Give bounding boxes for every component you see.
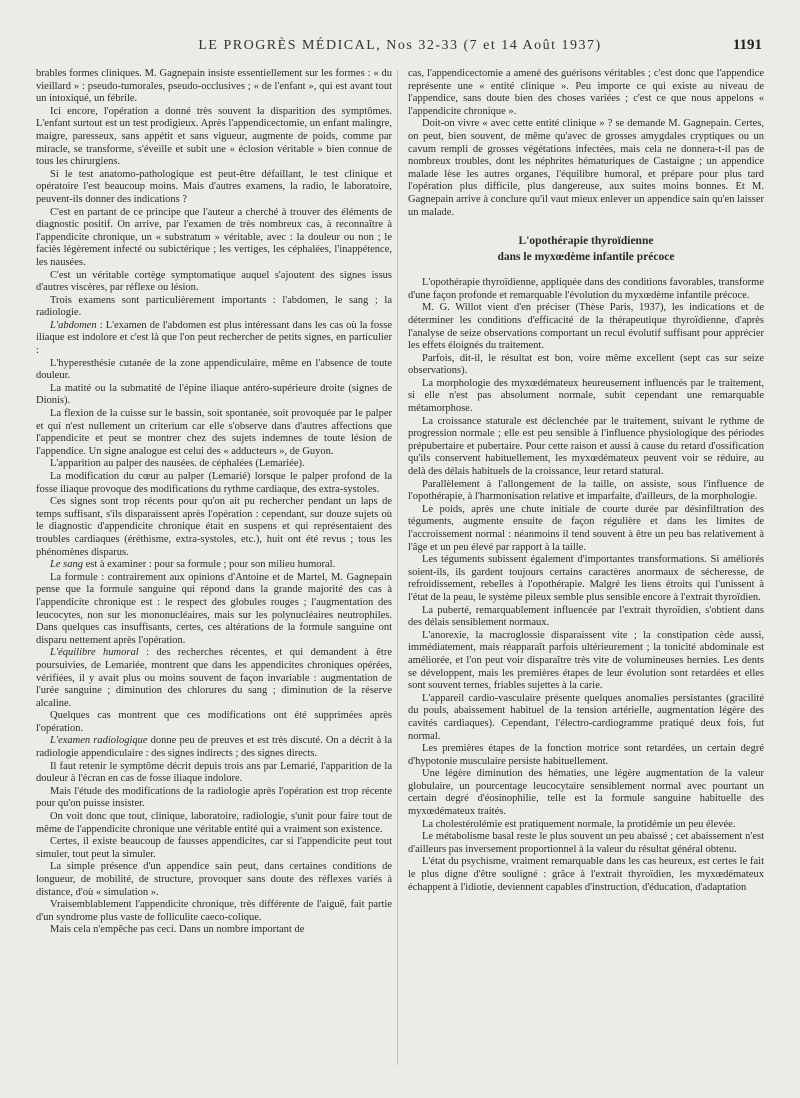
paragraph-text: Mais l'étude des modifications de la radiologie après l'opération est trop récente pour qu'on puisse insister. (36, 785, 392, 810)
paragraph-text: La morphologie des myxœdémateux heureusement influencés par le traitement, si elle n'est pas absolument normale, subit cependant une remarquable métamorphose. (408, 377, 764, 415)
paragraph-label: Le sang (50, 559, 83, 571)
paragraph-text: brables formes cliniques. M. Gagnepain insiste essentiellement sur les formes : « du vieillard » : pseudo-tumorales, pseudo-occlusives ; « de l'enfant », qui est avant tout un intoxiqué, un fébrile. (36, 68, 392, 105)
paragraph (408, 768, 764, 818)
paragraph-text: L'apparition au palper des nausées. de céphalées (Lemariée). (50, 458, 305, 470)
journal-title: LE PROGRÈS MÉDICAL, Nos 32-33 (7 et 14 Août 1937) (198, 38, 602, 53)
left-column (36, 68, 392, 937)
paragraph (408, 554, 764, 604)
paragraph (36, 811, 392, 836)
paragraph (36, 207, 392, 270)
paragraph (408, 302, 764, 352)
paragraph-text: M. G. Willot vient d'en préciser (Thèse Paris, 1937), les indications et de déterminer les conditions d'efficacité de la thérapeutique thyroïdienne, d'après l'analyse de seize observations comportant un recul évolutif suffisant pour apprécier les effets éloignés du traitement. (408, 302, 764, 352)
paragraph-text: On voit donc que tout, clinique, laboratoire, radiologie, s'unit pour faire tout de même de l'appendicite chronique une véritable entité qui a vraiment son existence. (36, 811, 392, 835)
paragraph-text: donne peu de preuves et est très discuté. On a décrit à la radiologie appendiculaire : des signes indirects ; des signes directs. (36, 735, 392, 760)
paragraph-text: L'hyperesthésie cutanée de la zone appendiculaire, même en l'absence de toute douleur. (36, 357, 392, 382)
paragraph-text: Les téguments subissent également d'importantes transformations. Si améliorés soient-ils, ils gardent toujours certains caractères anormaux de sécheresse, de refroidissement, rebelles à l'opothérapie. Malgré les liens étroits qui l'unissent à l'état de la peau, le système pileux semble plus sensible encore à l'extrait thyroïdien. (408, 554, 764, 603)
paragraph (36, 735, 392, 760)
paragraph (36, 270, 392, 295)
paragraph (36, 408, 392, 458)
paragraph (36, 710, 392, 735)
paragraph-text: Ici encore, l'opération a donné très souvent la disparition des symptômes. L'enfant surtout est un test prodigieux. Après l'appendicectomie, un enfant malingre, maigre, paresseux, sans appétit et sans vigueur, augmente de poids, comme par miracle, se transforme, s'éveille et subit une « éclosion véritable » bien connue de tous les chirurgiens. (36, 105, 392, 168)
paragraph-text: Quelques cas montrent que ces modifications ont été supprimées après l'opération. (36, 710, 392, 734)
paragraph (36, 358, 392, 383)
paragraph-text: La matité ou la submatité de l'épine iliaque antéro-supérieure droite (signes de Dionis). (36, 382, 392, 407)
paragraph-text: Le métabolisme basal reste le plus souvent un peu abaissé ; cet abaissement n'est d'ailleurs pas inversement proportionnel à la valeur du résultat général obtenu. (408, 831, 764, 855)
paragraph (408, 277, 764, 302)
paragraph-text: La puberté, remarquablement influencée par l'extrait thyroïdien, s'obtient dans des délais sensiblement normaux. (408, 604, 764, 629)
paragraph (36, 924, 392, 937)
paragraph-label: L'équilibre humoral (50, 647, 139, 659)
paragraph-label: L'abdomen (50, 319, 97, 331)
paragraph-text: Les premières étapes de la fonction motrice sont retardées, un certain degré d'hypotonie musculaire persiste habituellement. (408, 743, 764, 767)
paragraph (36, 295, 392, 320)
paragraph (408, 856, 764, 894)
paragraph (408, 416, 764, 479)
paragraph-text: Parfois, dit-il, le résultat est bon, voire même excellent (sept cas sur seize observations). (408, 352, 764, 377)
paragraph (408, 693, 764, 743)
page-number: 1191 (732, 37, 762, 53)
paragraph-label: L'examen radiologique (50, 735, 148, 747)
paragraph-text: Ces signes sont trop récents pour qu'on ait pu rechercher pendant un laps de temps suffisant, s'ils disparaissent après l'opération : cependant, sur douze sujets où le diagnostic d'appendicite chronique était en suspens et qui représentaient des troubles cardiaques (éréthisme, extra-systoles, etc.), huit ont été revus ; tous les phénomènes disparus. (36, 496, 392, 558)
paragraph-text: C'est un véritable cortège symptomatique auquel s'ajoutent des signes issus d'autres viscères, par réflexe ou lésion. (36, 269, 392, 294)
paragraph (408, 118, 764, 219)
paragraph-text: Mais cela n'empêche pas ceci. Dans un nombre important de (50, 924, 305, 936)
paragraph (408, 605, 764, 630)
paragraph (408, 479, 764, 504)
paragraph (36, 861, 392, 899)
paragraph (36, 496, 392, 559)
paragraph (36, 320, 392, 358)
paragraph-text: cas, l'appendicectomie a amené des guérisons véritables ; c'est donc que l'appendice représente une « entité clinique ». Peu importe ce qui existe au niveau de l'appendice, sans doute bien des choses variées ; c'est ce que nous appelons « l'appendicite chronique ». (408, 68, 764, 117)
paragraph-text: L'anorexie, la macroglossie disparaissent vite ; la constipation cède aussi, immédiatement, mais réapparaît parfois ultérieurement ; la tonicité abdominale est améliorée, et l'on peut voir disparaître très vite de volumineuses hernies. Les dents se développent, mais les premières étapes de leur évolution sont retardées et elles sont souvent ternes, friables sujettes à la carie. (408, 629, 764, 692)
paragraph (408, 743, 764, 768)
paragraph (408, 68, 764, 118)
paragraph-text: Certes, il existe beaucoup de fausses appendicites, car si l'appendicite peut tout simuler, tout peut la simuler. (36, 836, 392, 860)
paragraph (36, 471, 392, 496)
paragraph-text: Une légère diminution des hématies, une légère augmentation de la valeur globulaire, un pourcentage leucocytaire sensiblement normal avec pourtant un certain degré d'éosinophilie, telle est la formule sanguine habituelle des myxœdémateux traités. (408, 768, 764, 818)
paragraph (36, 169, 392, 207)
paragraph-text: Il faut retenir le symptôme décrit depuis trois ans par Lemarié, l'apparition de la douleur à l'écran en cas de fosse iliaque indolore. (36, 760, 392, 785)
paragraph (408, 630, 764, 693)
paragraph-text: Si le test anatomo-pathologique est peut-être défaillant, le test clinique et opératoire l'est beaucoup moins. Mais d'autres examens, la radio, le laboratoire, peuvent-ils donner des indications ? (36, 168, 392, 205)
paragraph (36, 68, 392, 106)
paragraph-text: L'état du psychisme, vraiment remarquable dans les cas heureux, est certes le fait le plus digne d'être souligné : grâce à l'extrait thyroïdien, les myxœdémateux échappent à l'idiotie, deviennent capables d'instruction, d'éducation, d'adaptation (408, 856, 764, 893)
section-title-line-2: dans le myxœdème infantile précoce (497, 251, 675, 264)
paragraph (408, 378, 764, 416)
paragraph (36, 458, 392, 471)
paragraph (408, 819, 764, 832)
paragraph-text: La formule : contrairement aux opinions d'Antoine et de Martel, M. Gagnepain pense que la formule sanguine qui répond dans la grande majorité des cas à l'appendicite chronique est : le respect des globules rouges ; l'augmentation des leucocytes, non sur les mononucléaires, mais sur les polynucléaires neutrophiles. Dans quelques cas insuffisants, certes, ces altérations de la formule sanguine ont disparu nettement après l'opération. (36, 571, 392, 646)
paragraph-text: Vraisemblablement l'appendicite chronique, très différente de l'aiguë, fait partie d'un syndrome plus vaste de folliculite caeco-colique. (36, 899, 392, 923)
paragraph (408, 504, 764, 554)
section-title (408, 233, 764, 265)
paragraph-text: Doit-on vivre « avec cette entité clinique » ? se demande M. Gagnepain. Certes, on peut, bien souvent, de même qu'avec de grosses amygdales cryptiques ou un cavum rempli de grosses végétations infectées, mais cela ne donnera-t-il pas de nombreux troubles, dont les néphrites hématuriques de Castaigne ; un appendice malade lèse les autres organes, l'équilibre humoral, et prépare pour plus tard l'opération plus difficile, plus dangereuse, aux suites moins bonnes. Et M. Gagnepain arrive à conclure qu'il vaut mieux enlever un appendice sain qu'en laisser un malade. (408, 118, 764, 218)
paragraph-text: La cholestérolémie est pratiquement normale, la protidémie un peu élevée. (422, 818, 736, 830)
paragraph (408, 831, 764, 856)
column-divider (397, 70, 398, 1065)
paragraph-text: L'appareil cardio-vasculaire présente quelques anomalies persistantes (gracilité du pouls, abaissement habituel de la tension artérielle, augmentation légère des cavités cardiaques). Cependant, l'électro-cardiogramme pratiqué deux fois, fut normal. (408, 692, 764, 742)
paragraph-text: Parallèlement à l'allongement de la taille, on assiste, sous l'influence de l'opothérapie, à l'harmonisation relative et imparfaite, d'ailleurs, de la morphologie. (408, 478, 764, 503)
paragraph-text: La croissance staturale est déclenchée par le traitement, suivant le rythme de progression normale ; elle est peu sensible à l'influence physiologique des périodes prépubertaire et pubertaire. Pour cette raison et aussi à cause du retard d'ossification qu'ils conservent habituellement, les myxœdémateux peuvent voir se réduire, au delà des délais habituels de la croissance, leur retard statural. (408, 415, 764, 478)
paragraph-text: Le poids, après une chute initiale de courte durée par désinfiltration des téguments, augmente ensuite de façon régulière et dans les limites de l'accroissement normal : néanmoins il tend souvent à être un peu bas relativement à l'âge et un peu élevé par rapport à la taille. (408, 503, 764, 553)
right-column (408, 68, 764, 894)
paragraph-text: La modification du cœur au palper (Lemarié) lorsque le palper profond de la fosse iliaque provoque des modifications du rythme cardiaque, des extra-systoles. (36, 471, 392, 495)
paragraph-text: : L'examen de l'abdomen est plus intéressant dans les cas où la fosse iliaque est indolore et c'est là que l'on peut rechercher de petits signes, en particulier : (36, 319, 392, 357)
paragraph (36, 559, 392, 572)
paragraph (36, 106, 392, 169)
paragraph (36, 383, 392, 408)
paragraph-text: : des recherches récentes, et qui demandent à être poursuivies, de Lemariée, montrent que dans les appendicites chroniques opérées, vérifiées, il y avait plus ou moins souvent de façon invariable : augmentation de l'urée sanguine ; diminution des chlorures du sang ; diminution de la réserve alcaline. (36, 647, 392, 709)
right-column-top (408, 68, 764, 219)
paragraph-text: L'opothérapie thyroïdienne, appliquée dans des conditions favorables, transforme d'une façon profonde et remarquable l'évolution du myxœdème infantile précoce. (408, 277, 764, 301)
right-column-bottom (408, 277, 764, 894)
paragraph (36, 786, 392, 811)
section-title-line-1: L'opothérapie thyroïdienne (518, 235, 654, 248)
paragraph (36, 572, 392, 648)
paragraph (408, 353, 764, 378)
paragraph-text: La simple présence d'un appendice sain peut, dans certaines conditions de longueur, de mobilité, de structure, provoquer sans doute des réflexes variés à distance, d'où « simulation ». (36, 861, 392, 898)
paragraph (36, 647, 392, 710)
paragraph (36, 761, 392, 786)
paragraph-text: Trois examens sont particulièrement importants : l'abdomen, le sang ; la radiologie. (36, 294, 392, 319)
paragraph (36, 899, 392, 924)
paragraph-text: C'est en partant de ce principe que l'auteur a cherché à trouver des éléments de diagnostic positif. On arrive, par l'examen de très nombreux cas, à reconnaître à l'appendicite chronique, un « substratum » véritable, avec : la douleur ou non ; le faciès légèrement infecté ou subictérique ; les vertiges, les céphalées, l'inappétence, les nausées. (36, 206, 392, 268)
paragraph-text: La flexion de la cuisse sur le bassin, soit spontanée, soit provoquée par le palper et qui n'est nullement un criterium car elle s'observe dans d'autres affections que l'appendicite et peut se montrer chez des sujets indemnes de toute lésion de l'appendice. Un signe analogue est celui des « adducteurs », de Guyon. (36, 408, 392, 457)
running-header (0, 38, 800, 56)
paragraph-text: est à examiner : pour sa formule ; pour son milieu humoral. (82, 559, 336, 571)
paragraph (36, 836, 392, 861)
